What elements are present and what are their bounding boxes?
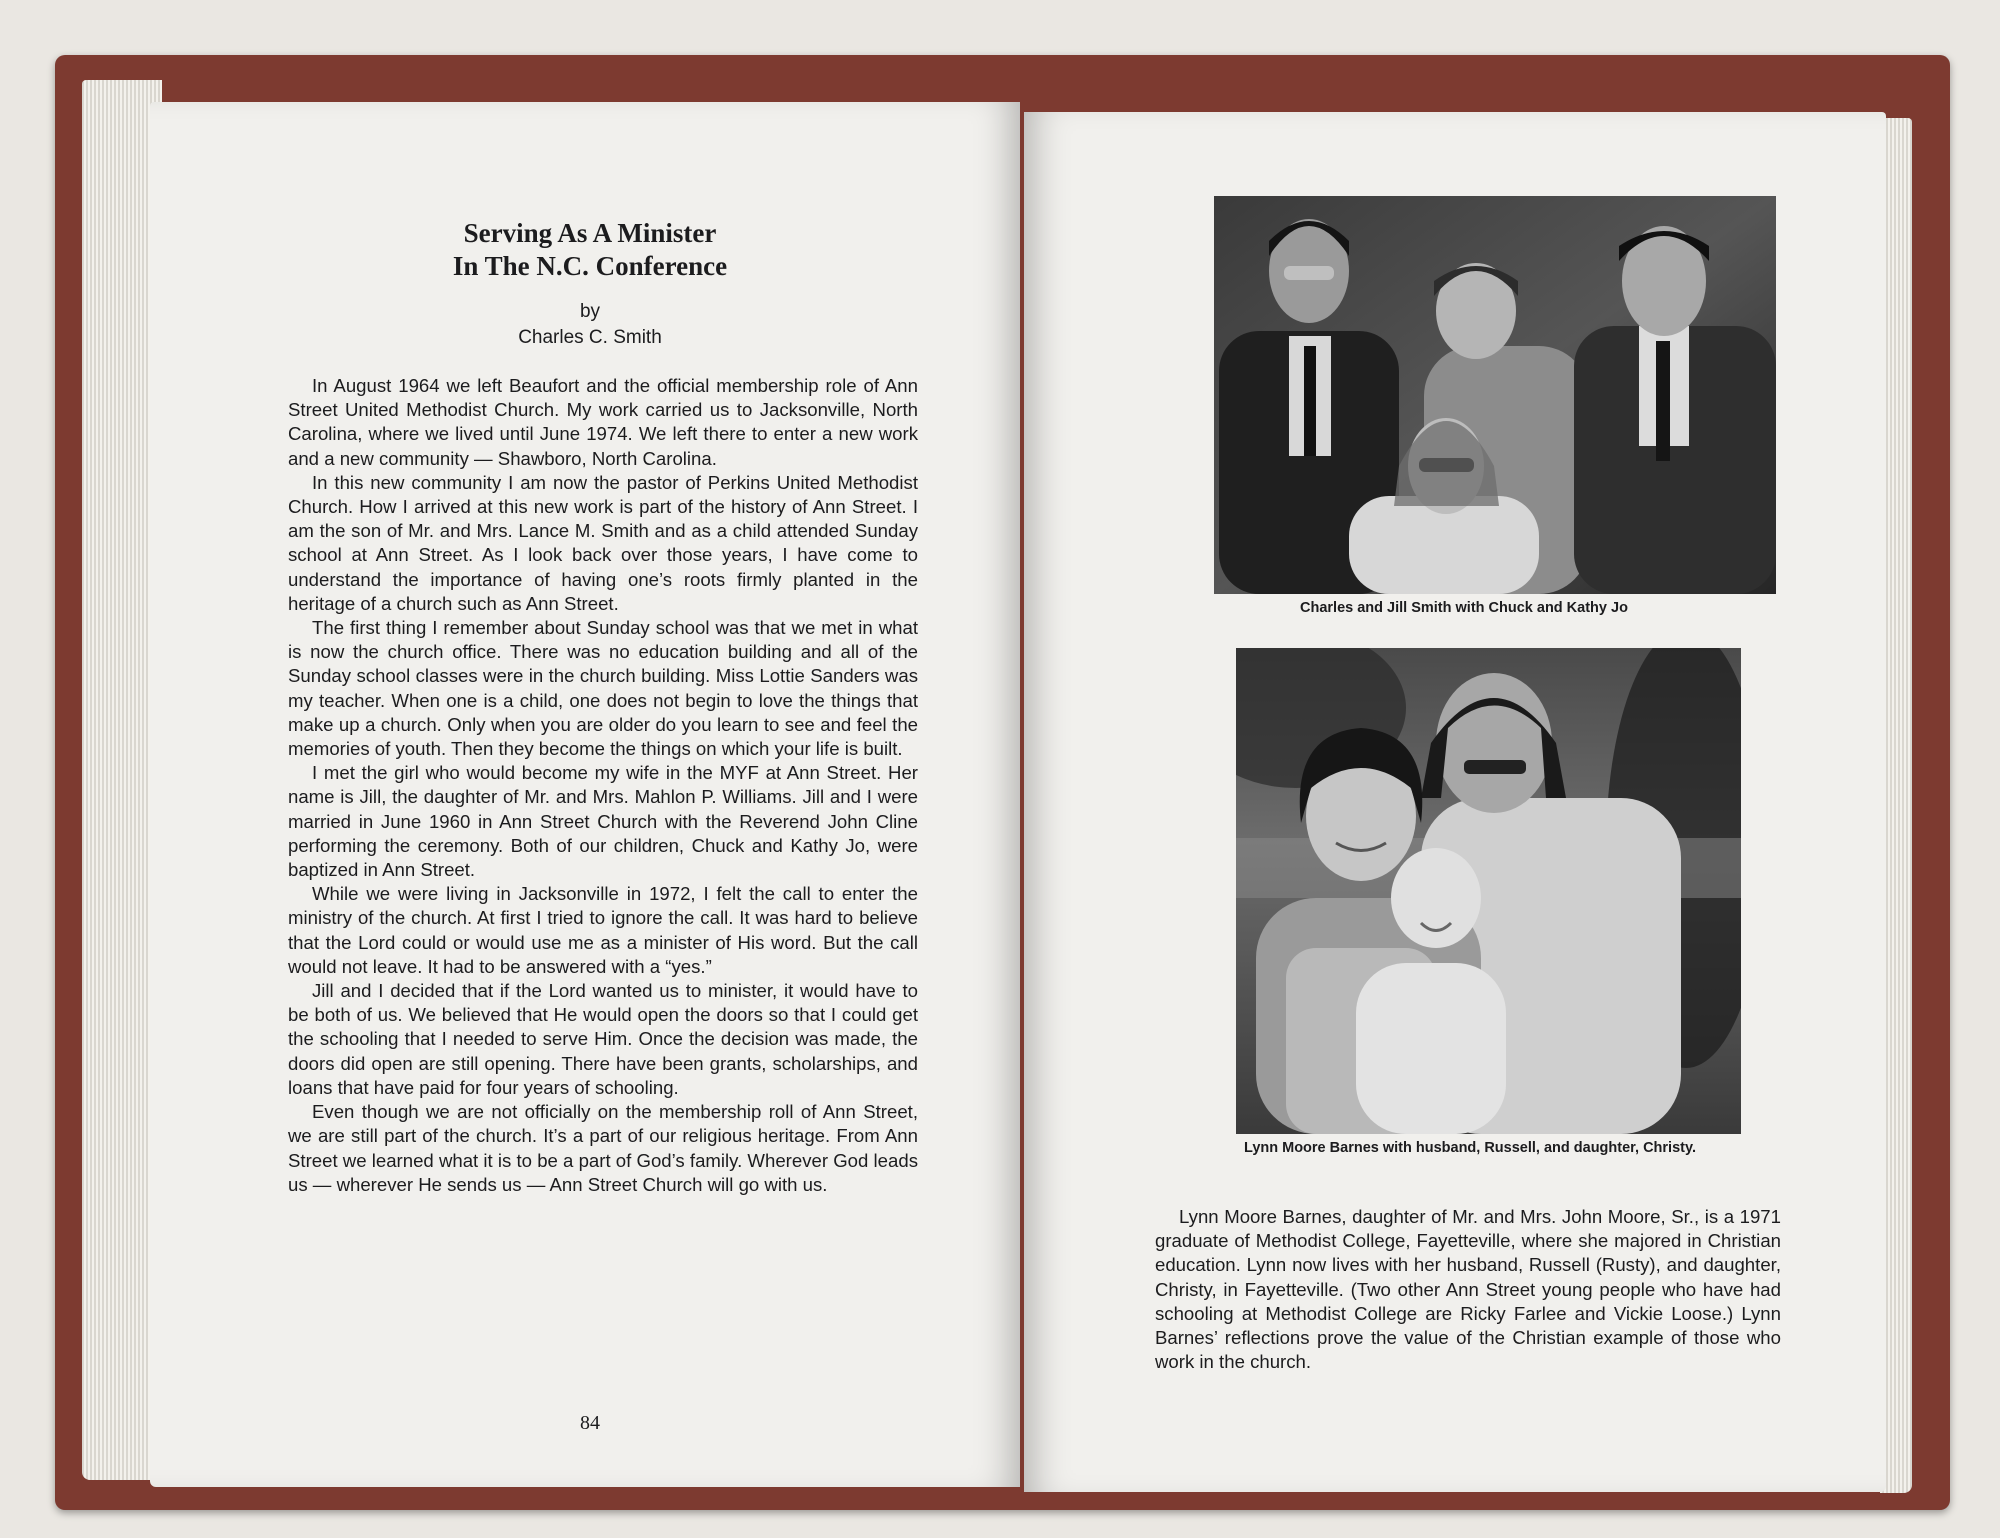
article-title-line-2: In The N.C. Conference bbox=[452, 251, 728, 281]
page-number: 84 bbox=[580, 1412, 600, 1434]
byline-author: Charles C. Smith bbox=[518, 327, 662, 348]
photo-caption-barnes: Lynn Moore Barnes with husband, Russell, and daughter, Christy. bbox=[1244, 1140, 1696, 1156]
article-body bbox=[288, 374, 918, 1197]
family-photo-smith-image bbox=[1214, 196, 1776, 594]
right-page bbox=[1024, 112, 1886, 1492]
family-photo-barnes-image bbox=[1236, 648, 1741, 1134]
paragraph: Lynn Moore Barnes, daughter of Mr. and Mrs. John Moore, Sr., is a 1971 graduate of Methodist College, Fayetteville, where she majored in Christian education. Lynn now lives with her husband, Russell (Rusty), and daughter, Christy, in Fayetteville. (Two other Ann Street young people who have had schooling at Methodist College are Ricky Farlee and Vickie Loose.) Lynn Barnes’ reflections prove the value of the Christian example of those who work in the church. bbox=[1155, 1206, 1781, 1373]
paragraph: While we were living in Jacksonville in 1972, I felt the call to enter the ministry of the church. At first I tried to ignore the call. It was hard to believe that the Lord could or would use me as a minister of His word. But the call would not leave. It had to be answered with a “yes.” bbox=[288, 883, 918, 977]
paragraph: Even though we are not officially on the membership roll of Ann Street, we are still part of the church. It’s a part of our religious heritage. From Ann Street we learned what it is to be a part of God’s family. Wherever God leads us — wherever He sends us — Ann Street Church will go with us. bbox=[288, 1101, 918, 1195]
paragraph: In this new community I am now the pastor of Perkins United Methodist Church. How I arrived at this new work is part of the history of Ann Street. I am the son of Mr. and Mrs. Lance M. Smith and as a child attended Sunday school at Ann Street. As I look back over those years, I have come to understand the importance of having one’s roots firmly planted in the heritage of a church such as Ann Street. bbox=[288, 471, 918, 614]
paragraph: The first thing I remember about Sunday school was that we met in what is now the church office. There was no education building and all of the Sunday school classes were in the church building. Miss Lottie Sanders was my teacher. When one is a child, one does not begin to love the things that make up a church. Only when you are older do you learn to see and feel the memories of youth. Then they become the things on which your life is built. bbox=[288, 617, 918, 760]
family-photo-smith bbox=[1214, 196, 1776, 594]
left-page bbox=[150, 102, 1020, 1487]
barnes-paragraph bbox=[1155, 1205, 1781, 1374]
paragraph: I met the girl who would become my wife in the MYF at Ann Street. Her name is Jill, the daughter of Mr. and Mrs. Mahlon P. Williams. Jill and I were married in June 1960 in Ann Street Church with the Reverend John Cline performing the ceremony. Both of our children, Chuck and Kathy Jo, were baptized in Ann Street. bbox=[288, 762, 918, 881]
paragraph: Jill and I decided that if the Lord wanted us to minister, it would have to be both of us. We believed that He would open the doors so that I could get the schooling that I needed to serve Him. Once the decision was made, the doors did open are still opening. There have been grants, scholarships, and loans that have paid for four years of schooling. bbox=[288, 980, 918, 1098]
family-photo-barnes bbox=[1236, 648, 1741, 1134]
article-title-line-1: Serving As A Minister bbox=[463, 218, 717, 248]
photo-caption-smith: Charles and Jill Smith with Chuck and Kathy Jo bbox=[1300, 600, 1628, 616]
byline-label: by bbox=[579, 301, 601, 322]
paragraph: In August 1964 we left Beaufort and the official membership role of Ann Street United Methodist Church. My work carried us to Jacksonville, North Carolina, where we lived until June 1974. We left there to enter a new work and a new community — Shawboro, North Carolina. bbox=[288, 375, 918, 469]
